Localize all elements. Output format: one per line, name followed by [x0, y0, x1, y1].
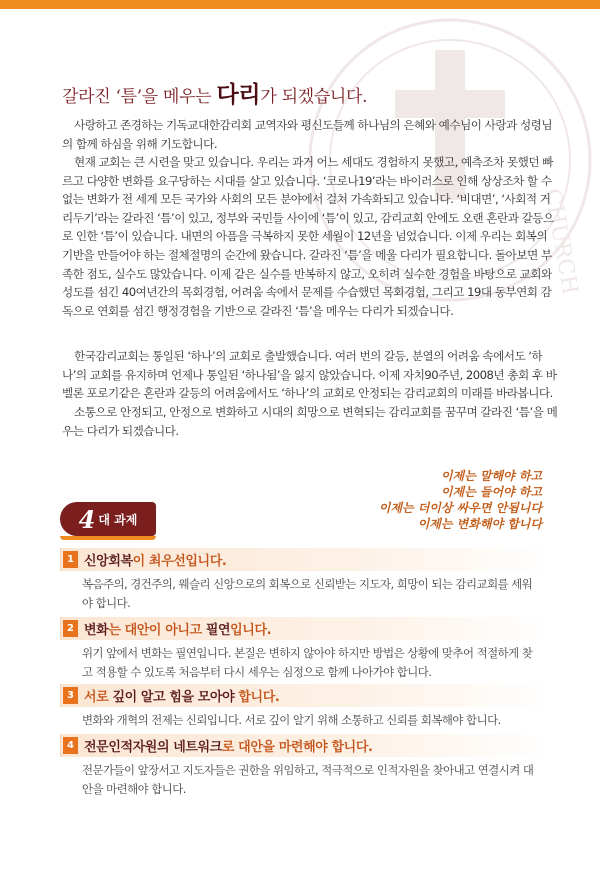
task-item: [60, 548, 550, 612]
task-title: 전문인적자원의 네트워크로 대안을 마련해야 합니다.: [84, 740, 373, 755]
task-description: 전문가들이 앞장서고 지도자들은 권한을 위임하고, 적극적으로 인적자원을 찾아내고 연결시켜 대안을 마련해야 합니다.: [82, 763, 534, 796]
slogan-line: 이제는 말해야 하고: [440, 469, 542, 483]
task-item: [60, 684, 550, 730]
task-description: 변화와 개혁의 전제는 신뢰입니다. 서로 깊이 알기 위해 소통하고 신뢰를 회복해야 합니다.: [82, 713, 501, 727]
task-title: 서로 깊이 알고 힘을 모아야 합니다.: [84, 690, 280, 705]
greeting-paragraph: 사랑하고 존경하는 기독교대한감리회 교역자와 평신도들께 하나님의 은혜와 예수님이 사랑과 성령님의 함께 하심을 위해 기도합니다.: [62, 118, 553, 151]
task-header: [60, 734, 550, 757]
unity-paragraph: 한국감리교회는 통일된 ‘하나’의 교회로 출발했습니다. 여러 번의 갈등, 분열의 어려움 속에서도 ‘하나’의 교회를 유지하며 언제나 통일된 ‘하나됨’을 잃지 않았습니다. 이제 자치90주년, 2008년 총회 후 바벨론 포로기같은 혼란과 갈등의 어려움에서도 ‘하나’의 교회로 안정되는 감리교회의 미래를 바라봅니다.: [62, 349, 557, 401]
task-number-badge: 1: [63, 551, 78, 568]
top-accent-bar: [0, 0, 600, 9]
task-item: [60, 617, 550, 681]
task-description: 위기 앞에서 변화는 필연입니다. 본질은 변하지 않아야 하지만 방법은 상황에 맞추어 적절하게 찾고 적용할 수 있도록 처음부터 다시 세우는 심정으로 함께 나아가야 합니다.: [82, 646, 533, 679]
task-header: [60, 548, 550, 571]
svg-text:CHURCH: CHURCH: [539, 186, 583, 297]
four-tasks-tab: 4 대 과제: [60, 502, 156, 536]
slogan-line: 이제는 들어야 하고: [440, 485, 542, 499]
task-header: [60, 684, 550, 707]
slogan-block: [379, 468, 542, 532]
task-title: 변화는 대안이 아니고 필연입니다.: [84, 623, 272, 638]
task-title: 신앙회복이 최우선입니다.: [84, 554, 227, 569]
task-number-badge: 2: [63, 620, 78, 637]
task-header: [60, 617, 550, 640]
task-item: [60, 734, 550, 798]
slogan-line: 이제는 변화해야 합니다: [417, 517, 542, 531]
page-headline: 갈라진 ‘틈’을 메우는 다리가 되겠습니다.: [62, 81, 368, 108]
task-description: 복음주의, 경건주의, 웨슬리 신앙으로의 회복으로 신뢰받는 지도자, 희망이 되는 감리교회를 세워야 합니다.: [82, 577, 533, 610]
closing-paragraph: 소통으로 안정되고, 안정으로 변화하고 시대의 희망으로 변혁되는 감리교회를 꿈꾸며 갈라진 ‘틈’을 메우는 다리가 되겠습니다.: [62, 405, 558, 438]
slogan-line: 이제는 더이상 싸우면 안됩니다: [378, 501, 542, 515]
situation-paragraph: 현재 교회는 큰 시련을 맞고 있습니다. 우리는 과거 어느 세대도 경험하지 못했고, 예측조차 못했던 빠르고 다양한 변화를 요구당하는 시대를 살고 있습니다. ‘코로나19’라는 바이러스로 인해 상상조차 할 수 없는 변화가 전 세계 모든 국가와 사회의 모든 분야에서 걸쳐 가속화되고 있습니다. ‘비대면’, ‘사회적 거리두기’라는 갈라진 ‘틈’이 있고, 정부와 국민들 사이에 ‘틈’이 있고, 감리교회 안에도 오랜 혼란과 갈등으로 인한 ‘틈’이 있습니다. 내면의 아픔을 극복하지 못한 세월이 12년을 넘었습니다. 이제 우리는 회복의 기반을 만들어야 하는 절체절명의 순간에 왔습니다. 갈라진 ‘틈’을 메울 다리가 필요합니다. 돌아보면 부족한 점도, 실수도 많았습니다. 이제 같은 실수를 반복하지 않고, 오히려 실수한 경험을 바탕으로 교회와 성도를 섬긴 40여년간의 목회경험, 어려움 속에서 문제를 수습했던 목회경험, 그리고 19대 동부연회 감독으로 연회를 섬긴 행정경험을 기반으로 갈라진 ‘틈’을 메우는 다리가 되겠습니다.: [62, 155, 554, 318]
task-number-badge: 4: [63, 737, 78, 754]
task-number-badge: 3: [63, 687, 78, 704]
tab-underline: [60, 536, 156, 540]
